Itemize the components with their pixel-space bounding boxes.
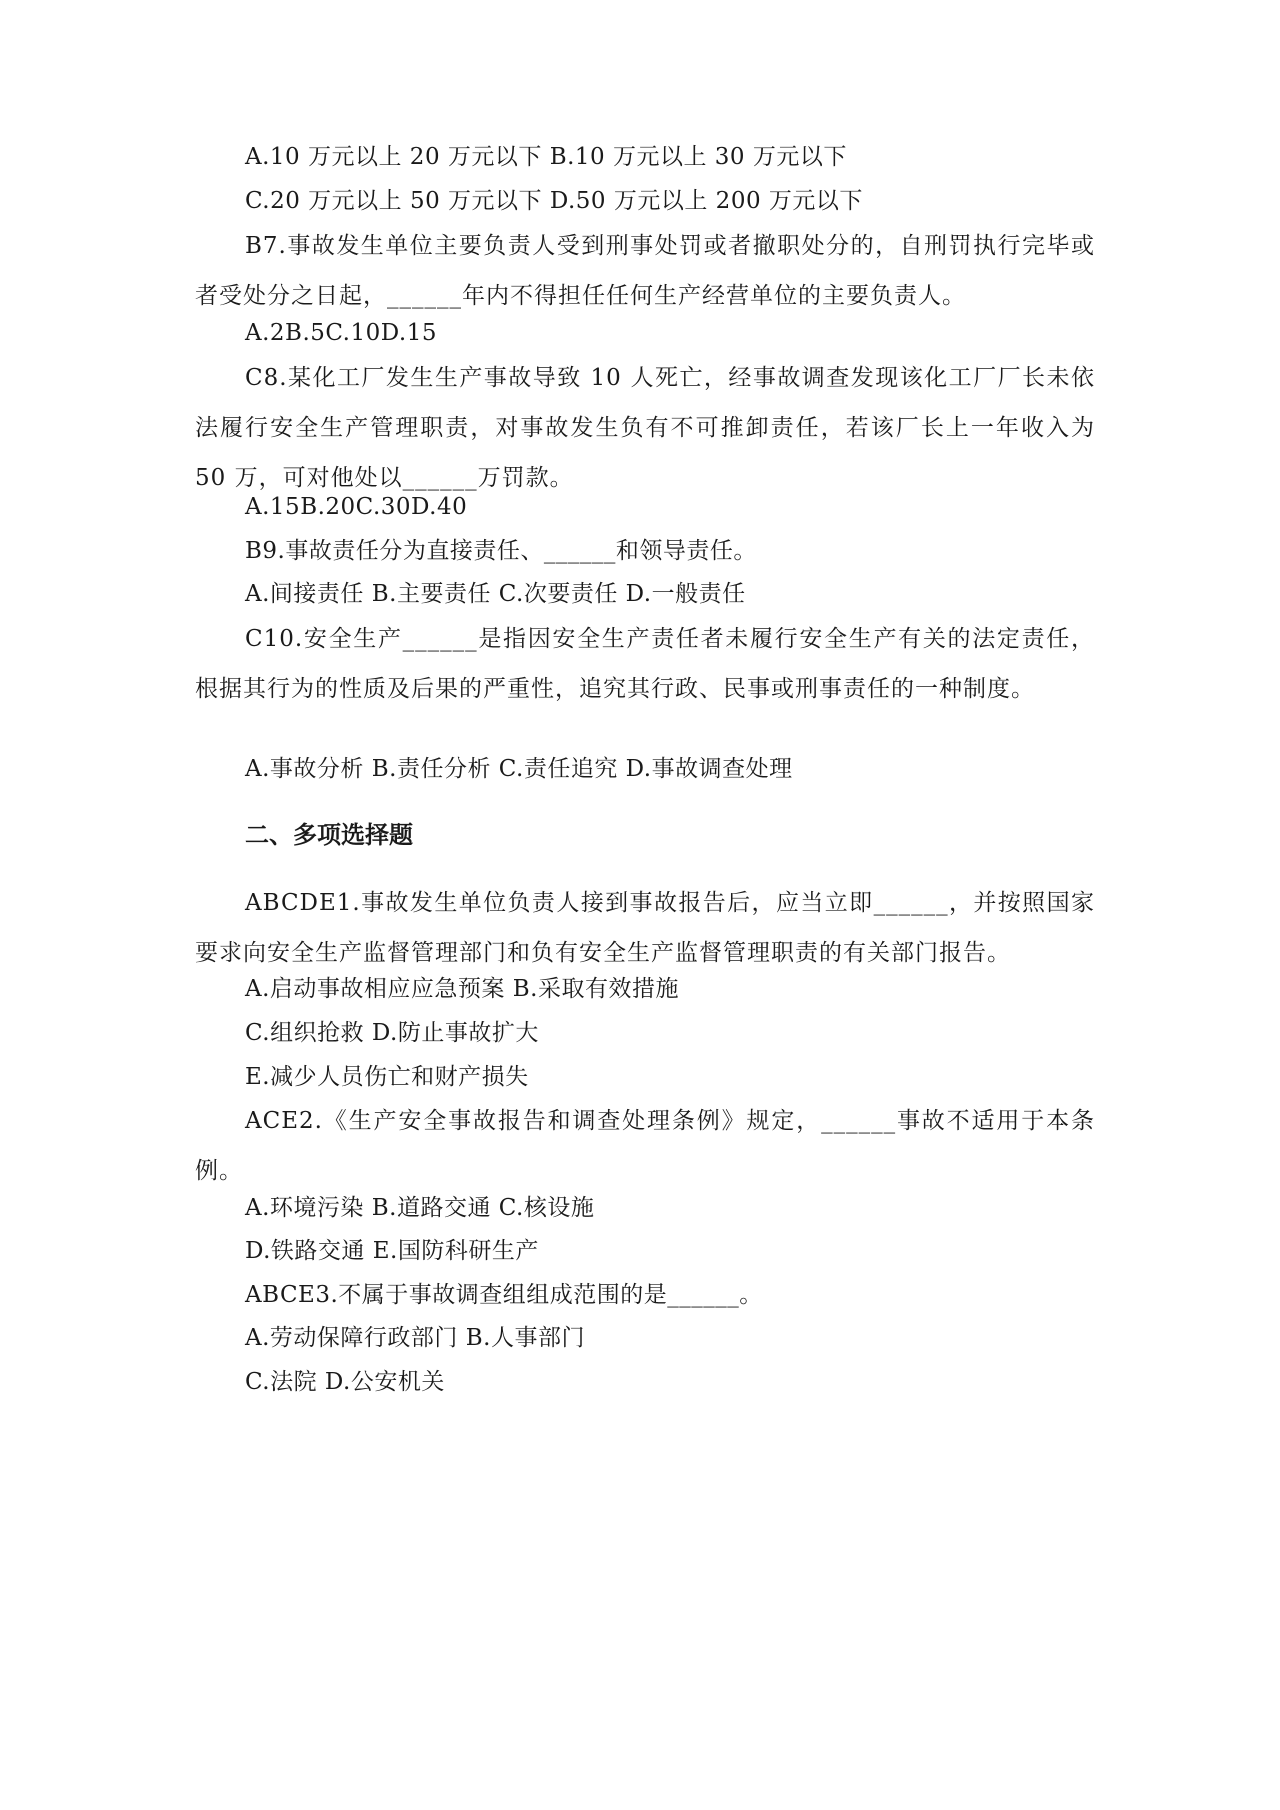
q9-stem: B9.事故责任分为直接责任、______和领导责任。 xyxy=(245,538,757,564)
mq3-option-ab: A.劳动保障行政部门 B.人事部门 xyxy=(245,1325,585,1351)
mq2-stem: ACE2.《生产安全事故报告和调查处理条例》规定，______事故不适用于本条例。 xyxy=(195,1108,1095,1184)
mq1-option-cd: C.组织抢救 D.防止事故扩大 xyxy=(245,1020,539,1046)
mq1-option-ab: A.启动事故相应应急预案 B.采取有效措施 xyxy=(245,976,679,1002)
q8-stem: C8.某化工厂发生生产事故导致 10 人死亡，经事故调查发现该化工厂厂长未依法履行安全生产管理职责，对事故发生负有不可推卸责任，若该厂长上一年收入为 50 万，可对他处以______万罚款。 xyxy=(195,365,1095,491)
mq3-stem: ABCE3.不属于事故调查组组成范围的是______。 xyxy=(245,1282,763,1308)
mq1-stem: ABCDE1.事故发生单位负责人接到事故报告后，应当立即______，并按照国家要求向安全生产监督管理部门和负有安全生产监督管理职责的有关部门报告。 xyxy=(195,890,1095,966)
section-heading-multiple-choice: 二、多项选择题 xyxy=(245,821,413,849)
q7-stem: B7.事故发生单位主要负责人受到刑事处罚或者撤职处分的，自刑罚执行完毕或者受处分之日起，______年内不得担任任何生产经营单位的主要负责人。 xyxy=(195,233,1095,309)
mq2-option-de: D.铁路交通 E.国防科研生产 xyxy=(245,1238,539,1264)
q8-options: A.15B.20C.30D.40 xyxy=(245,494,468,520)
q10-stem: C10.安全生产______是指因安全生产责任者未履行安全生产有关的法定责任，根据其行为的性质及后果的严重性，追究其行政、民事或刑事责任的一种制度。 xyxy=(195,626,1095,702)
q9-options: A.间接责任 B.主要责任 C.次要责任 D.一般责任 xyxy=(245,581,746,607)
q10-options: A.事故分析 B.责任分析 C.责任追究 D.事故调查处理 xyxy=(245,756,793,782)
mq1-option-e: E.减少人员伤亡和财产损失 xyxy=(245,1064,529,1090)
q6-options-line1: A.10 万元以上 20 万元以下 B.10 万元以上 30 万元以下 xyxy=(245,144,847,170)
mq3-option-cd: C.法院 D.公安机关 xyxy=(245,1369,445,1395)
q6-options-line2: C.20 万元以上 50 万元以下 D.50 万元以上 200 万元以下 xyxy=(245,188,863,214)
q7-options: A.2B.5C.10D.15 xyxy=(245,320,437,346)
mq2-option-abc: A.环境污染 B.道路交通 C.核设施 xyxy=(245,1195,595,1221)
